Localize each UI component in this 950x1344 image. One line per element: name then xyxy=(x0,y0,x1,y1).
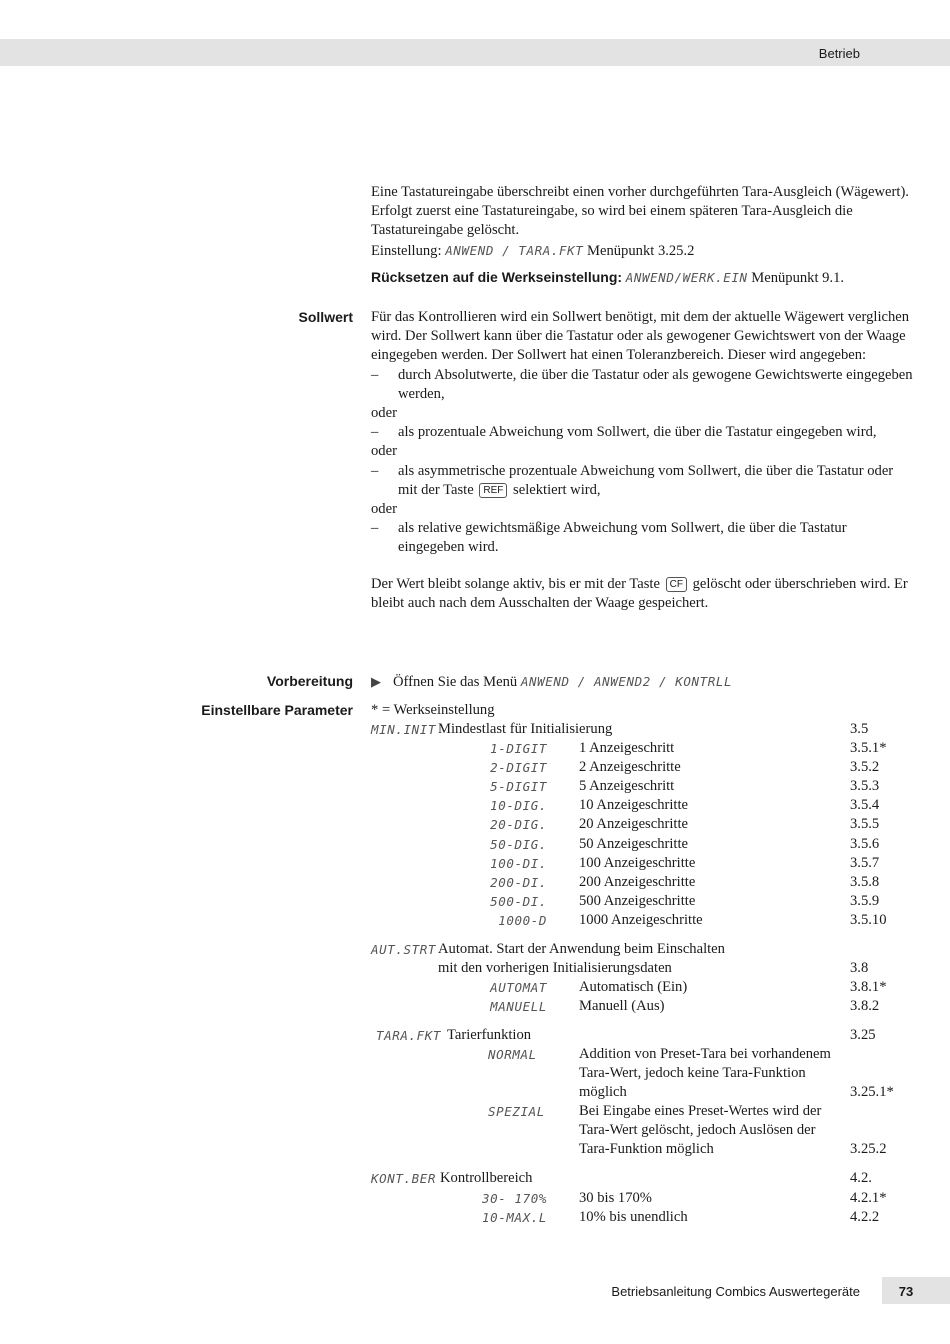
reset-line: Rücksetzen auf die Werkseinstellung: ANWEND/WERK.EIN Menüpunkt 9.1. xyxy=(371,268,845,286)
table-row xyxy=(0,739,950,758)
group-header-aut-strt: AUT.STRT Automat. Start der Anwendung beim Einschalten xyxy=(371,941,725,957)
table-row xyxy=(0,978,950,997)
or-text: oder xyxy=(371,443,397,460)
option-code: 50-DIG. xyxy=(490,836,547,852)
option-code: 2-DIGIT xyxy=(490,760,547,776)
option-desc: 50 Anzeigeschritte xyxy=(579,835,689,852)
footer-text: Betriebsanleitung Combics Auswertegeräte xyxy=(611,1284,860,1299)
option-code: 30- 170% xyxy=(481,1191,547,1206)
parameter-label: Einstellbare Parameter xyxy=(201,702,353,718)
reset-code: ANWEND/WERK.EIN xyxy=(625,269,748,285)
cf-key-icon: CF xyxy=(666,577,687,592)
group-header-min-init: MIN.INIT Mindestlast für Initialisierung 3.5 xyxy=(371,721,869,737)
option-desc: 30 bis 170% xyxy=(579,1190,652,1206)
ref-key-icon: REF xyxy=(479,483,507,498)
group-header-kont-ber: KONT.BER Kontrollbereich 4.2. xyxy=(371,1170,872,1186)
option-desc: Automatisch (Ein) xyxy=(579,979,688,995)
option-num: 3.5.5 xyxy=(850,816,880,833)
table-row: Tara-Wert gelöscht, jedoch Auslösen der xyxy=(579,1122,816,1138)
option-num: 3.5.10 xyxy=(850,911,887,928)
option-num: 3.5.2 xyxy=(850,759,880,776)
option-num: 3.5.7 xyxy=(850,854,880,871)
or-text: oder xyxy=(371,405,397,422)
option-code: 10-DIG. xyxy=(490,798,547,814)
sollwert-section xyxy=(371,308,916,613)
table-row xyxy=(0,892,950,911)
table-row xyxy=(0,796,950,815)
option-num: 3.5.6 xyxy=(850,835,880,852)
option-num: 3.5.8 xyxy=(850,873,880,890)
header-bar xyxy=(0,39,950,66)
table-row xyxy=(0,911,950,930)
intro-section xyxy=(371,183,916,288)
table-row: SPEZIAL Bei Eingabe eines Preset-Wertes wird der xyxy=(488,1103,822,1119)
table-row xyxy=(0,835,950,854)
or-text: oder xyxy=(371,501,397,518)
option-code: 5-DIGIT xyxy=(490,779,547,795)
table-row xyxy=(0,777,950,796)
table-row xyxy=(0,997,950,1016)
option-code: 1000-D xyxy=(498,912,547,928)
arrow-right-icon: ▶ xyxy=(371,675,381,690)
header-title: Betrieb xyxy=(818,46,860,61)
option-num: 3.5.9 xyxy=(850,892,880,909)
option-code: 10-MAX.L xyxy=(481,1210,547,1226)
list-item: – als asymmetrische prozentuale Abweichung vom Sollwert, die über die Tastatur oder mit der Taste REF selektiert wird, xyxy=(371,462,894,498)
option-code: 200-DI. xyxy=(490,874,547,890)
option-num: 3.5.1* xyxy=(850,740,887,756)
reset-label: Rücksetzen auf die Werkseinstellung: xyxy=(371,268,623,285)
page-number-box xyxy=(882,1277,950,1304)
option-desc: 2 Anzeigeschritte xyxy=(579,759,681,776)
option-code: 1-DIGIT xyxy=(490,741,547,756)
option-desc: 100 Anzeigeschritte xyxy=(579,854,696,871)
option-desc: 20 Anzeigeschritte xyxy=(579,816,689,833)
vorbereitung-line: ▶ Öffnen Sie das Menü ANWEND / ANWEND2 / KONTRLL xyxy=(371,674,733,690)
table-row: NORMAL Addition von Preset-Tara bei vorhandenem xyxy=(488,1046,831,1062)
table-row: Tara-Wert, jedoch keine Tara-Funktion xyxy=(579,1065,806,1081)
option-desc: 1000 Anzeigeschritte xyxy=(579,911,703,928)
list-item: – als prozentuale Abweichung vom Sollwert, die über die Tastatur eingegeben wird, xyxy=(371,424,877,441)
option-desc: 10% bis unendlich xyxy=(579,1209,688,1226)
intro-paragraph: Eine Tastatureingabe überschreibt einen vorher durchgeführten Tara-Ausgleich (Wägewert). Erfolgt zuerst eine Tastatureingabe, so wird bei einem späteren Tara-Ausgleich die Tastatureingabe gelöscht. xyxy=(371,184,909,239)
table-row xyxy=(0,1208,950,1227)
option-desc: 10 Anzeigeschritte xyxy=(579,797,689,814)
option-desc: 1 Anzeigeschritt xyxy=(579,740,675,756)
group-header-tara-fkt: TARA.FKT Tarierfunktion 3.25 xyxy=(376,1027,876,1043)
sollwert-label: Sollwert xyxy=(298,309,353,325)
table-row xyxy=(0,854,950,873)
option-num: 3.5.4 xyxy=(850,797,880,814)
intro-setting: Einstellung: ANWEND / TARA.FKT Menüpunkt 3.25.2 xyxy=(371,242,695,259)
table-row: möglich 3.25.1* xyxy=(579,1084,894,1100)
table-row xyxy=(0,758,950,777)
option-num: 3.5.3 xyxy=(850,778,880,795)
option-num: 4.2.2 xyxy=(850,1209,880,1226)
option-desc: 200 Anzeigeschritte xyxy=(579,873,696,890)
option-num: 3.8.2 xyxy=(850,998,880,1015)
sollwert-paragraph: Für das Kontrollieren wird ein Sollwert benötigt, mit dem der aktuelle Wägewert verglichen wird. Der Sollwert kann über die Tastatur oder als gewogener Gewichtswert von der Waage eingegeben werden. Der Sollwert hat einen Toleranzbereich. Dieser wird angegeben: xyxy=(371,309,910,364)
option-num: 4.2.1* xyxy=(850,1190,887,1206)
list-item: – als relative gewichtsmäßige Abweichung vom Sollwert, die über die Tastatur eingegeben wird. xyxy=(371,520,847,556)
setting-code: ANWEND / TARA.FKT xyxy=(445,242,584,258)
option-desc: 500 Anzeigeschritte xyxy=(579,892,696,909)
group-header-aut-strt-2: mit den vorherigen Initialisierungsdaten 3.8 xyxy=(438,960,869,976)
default-note: * = Werkseinstellung xyxy=(371,702,495,718)
option-desc: Manuell (Aus) xyxy=(579,998,665,1015)
option-desc: 5 Anzeigeschritt xyxy=(579,778,675,795)
option-code: 100-DI. xyxy=(490,855,547,871)
sollwert-paragraph-2: Der Wert bleibt solange aktiv, bis er mit der Taste CF gelöscht oder überschrieben wird. Er bleibt auch nach dem Ausschalten der Waage gespeichert. xyxy=(371,575,908,611)
table-row xyxy=(0,1189,950,1208)
option-code: 20-DIG. xyxy=(490,817,547,833)
table-row xyxy=(0,815,950,834)
menu-path-code: ANWEND / ANWEND2 / KONTRLL xyxy=(520,674,733,689)
list-item: – durch Absolutwerte, die über die Tastatur oder als gewogene Gewichtswerte eingegeben werden, xyxy=(371,366,913,402)
option-code: AUTOMAT xyxy=(490,980,547,995)
option-code: MANUELL xyxy=(490,999,547,1015)
vorbereitung-label: Vorbereitung xyxy=(266,673,353,689)
table-row: Tara-Funktion möglich 3.25.2 xyxy=(579,1141,887,1157)
option-code: 500-DI. xyxy=(490,893,547,909)
option-num: 3.8.1* xyxy=(850,979,887,995)
page-number: 73 xyxy=(898,1284,914,1299)
table-row xyxy=(0,873,950,892)
